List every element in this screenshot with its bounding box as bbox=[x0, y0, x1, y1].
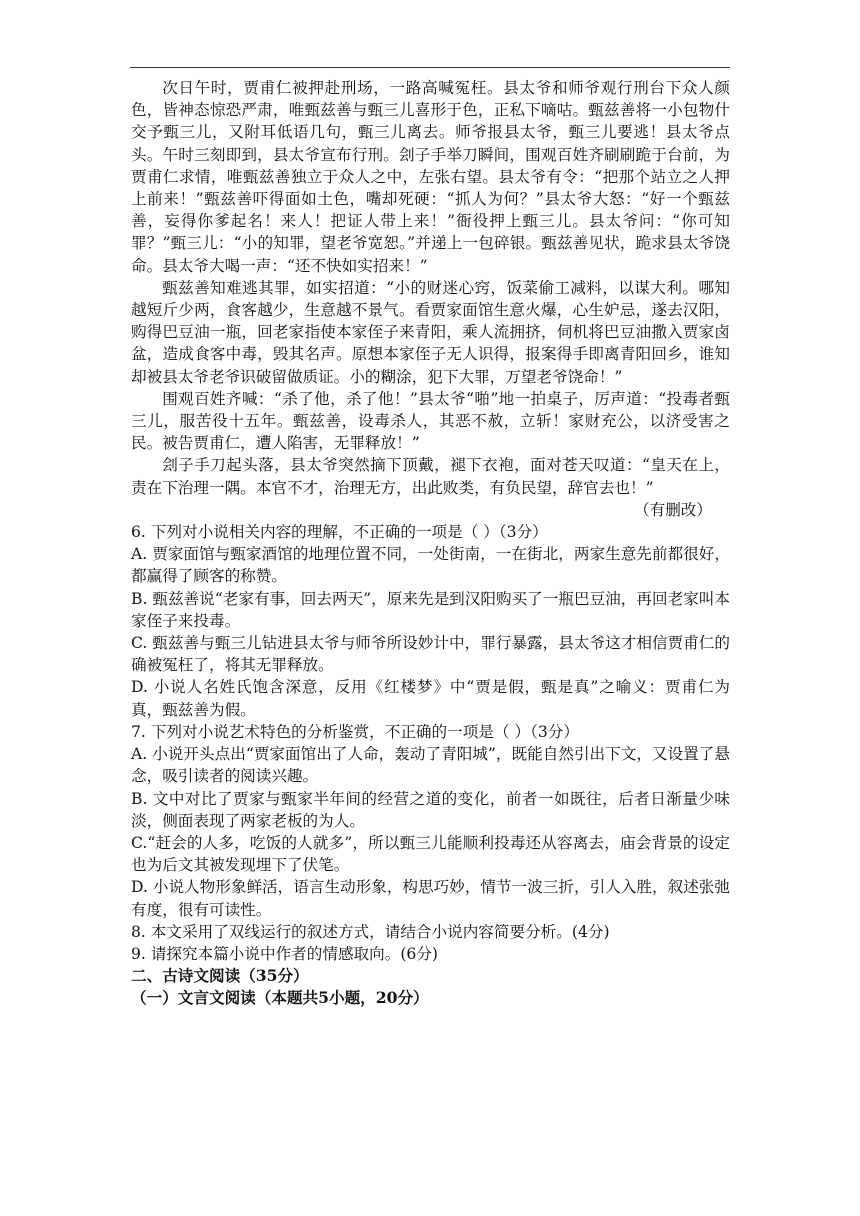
question-7-option-d: D. 小说人物形象鲜活，语言生动形象，构思巧妙，情节一波三折，引人入胜，叙述张弛有度，很有可读性。 bbox=[131, 878, 730, 919]
question-9: 9. 请探究本篇小说中作者的情感取向。(6分) bbox=[131, 944, 439, 963]
story-paragraph-4: 刽子手刀起头落，县太爷突然摘下顶戴，褪下衣袍，面对苍天叹道：“皇天在上，责在下治理一隅。本官不才，治理无方，出此败类，有负民望，辞官去也！” bbox=[131, 456, 730, 497]
question-7: 7. 下列对小说艺术特色的分析鉴赏，不正确的一项是（ ）（3分） bbox=[131, 722, 579, 741]
question-6: 6. 下列对小说相关内容的理解，不正确的一项是（ ）（3分） bbox=[131, 523, 548, 542]
question-6-option-b: B. 甄兹善说“老家有事，回去两天”，原来先是到汉阳购买了一瓶巴豆油，再回老家叫本家侄子来投毒。 bbox=[131, 589, 730, 630]
question-6-option-a: A. 贾家面馆与甄家酒馆的地理位置不同，一处街南，一在街北，两家生意先前都很好，都赢得了顾客的称赞。 bbox=[131, 545, 730, 586]
story-paragraph-1: 次日午时，贾甫仁被押赴刑场，一路高喊冤枉。县太爷和师爷观行刑台下众人颜色，皆神态惊恐严肃，唯甄兹善与甄三儿喜形于色，正私下嘀咕。甄兹善将一小包物什交予甄三儿，又附耳低语几句，甄三儿离去。师爷报县太爷，甄三儿要逃！县太爷点头。午时三刻即到，县太爷宣布行刑。刽子手举刀瞬间，围观百姓齐刷刷跪于台前，为贾甫仁求情，唯甄兹善独立于众人之中，左张右望。县太爷有令：“把那个站立之人押上前来！”甄兹善吓得面如土色，嘴却死硬：“抓人为何？”县太爷大怒：“好一个甄兹善，妄得你爹起名！来人！把证人带上来！”衙役押上甄三儿。县太爷问：“你可知罪？”甄三儿：“小的知罪，望老爷宽恕。”并递上一包碎银。甄兹善见状，跪求县太爷饶命。县太爷大喝一声：“还不快如实招来！” bbox=[131, 79, 730, 275]
story-paragraph-2: 甄兹善知难逃其罪，如实招道：“小的财迷心窍，饭菜偷工减料，以谋大利。哪知越短斤少两，食客越少，生意越不景气。看贾家面馆生意火爆，心生妒忌，遂去汉阳，购得巴豆油一瓶，回老家指使本家侄子来青阳，乘人流拥挤，伺机将巴豆油撒入贾家卤盆，造成食客中毒，毁其名声。原想本家侄子无人识得，报案得手即离青阳回乡，谁知却被县太爷老爷识破留做质证。小的糊涂，犯下大罪，万望老爷饶命！” bbox=[131, 278, 730, 386]
section-title: 二、古诗文阅读（35分） bbox=[131, 966, 309, 986]
subsection-title: （一）文言文阅读（本题共5小题，20分） bbox=[131, 988, 429, 1008]
story-paragraph-3: 围观百姓齐喊：“杀了他，杀了他！”县太爷“啪”地一拍桌子，厉声道：“投毒者甄三儿，服苦役十五年。甄兹善，设毒杀人，其恶不赦，立斩！家财充公，以济受害之民。被告贾甫仁，遭人陷害，无罪释放！” bbox=[131, 389, 730, 453]
document-body bbox=[131, 77, 730, 1010]
question-7-option-b: B. 文中对比了贾家与甄家半年间的经营之道的变化，前者一如既往，后者日渐量少味淡，侧面表现了两家老板的为人。 bbox=[131, 789, 730, 830]
question-8: 8. 本文采用了双线运行的叙述方式，请结合小说内容简要分析。(4分) bbox=[131, 922, 610, 941]
question-6-option-d: D. 小说人名姓氏饱含深意，反用《红楼梦》中“贾是假，甄是真”之喻义：贾甫仁为真，甄兹善为假。 bbox=[131, 678, 730, 719]
question-7-option-c: C.“赶会的人多，吃饭的人就多”，所以甄三儿能顺利投毒还从容离去，庙会背景的设定也为后文其被发现埋下了伏笔。 bbox=[131, 833, 730, 875]
question-7-option-a: A. 小说开头点出“贾家面馆出了人命，轰动了青阳城”，既能自然引出下文，又设置了悬念，吸引读者的阅读兴趣。 bbox=[131, 745, 730, 786]
question-6-option-c: C. 甄兹善与甄三儿钻进县太爷与师爷所设妙计中，罪行暴露，县太爷这才相信贾甫仁的确被冤枉了，将其无罪释放。 bbox=[131, 634, 730, 675]
source-note: （有删改） bbox=[634, 500, 712, 519]
header-rule bbox=[130, 67, 730, 68]
